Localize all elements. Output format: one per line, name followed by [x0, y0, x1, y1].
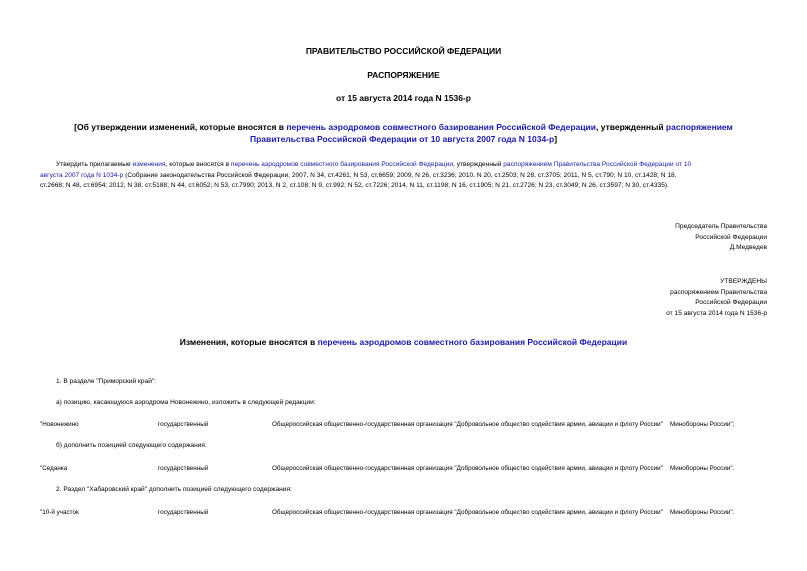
row-organization: Общероссийская общественно-государственная организация "Добровольное общество содействия армии, авиации и флоту России" [272, 421, 663, 428]
row-status: государственный [158, 465, 209, 472]
changes-title-text: Изменения, которые вносятся в [179, 337, 318, 347]
item-1a: а) позицию, касающуюся аэродрома Новонежино, изложить в следующей редакции: [56, 399, 316, 406]
body-text: , которые вносятся в [165, 161, 231, 168]
row-aerodrome-name: "10-й участок [40, 509, 79, 516]
approval-heading: УТВЕРЖДЕНЫ [720, 278, 767, 285]
title-text-mid: , утвержденный [596, 122, 666, 132]
link-aerodrome-list[interactable]: перечень аэродромов совместного базирования Российской Федерации [230, 161, 454, 168]
item-1b: б) дополнить позицией следующего содержания: [56, 442, 207, 449]
title-text-open: [Об утверждении изменений, которые вносятся в [74, 122, 287, 132]
body-text: (Собрание законодательства Российской Федерации, 2007, N 34, ст.4261; N 53, ст.6659; 2009, N 26, ст.3236; 2010, N 20, ст.2503; N 28, ст.3705; 2011, N 5, ст.790; N 10, ст.1428; N 18, [123, 171, 677, 179]
link-changes[interactable]: изменения [132, 161, 166, 168]
title-text-close: ] [554, 134, 558, 144]
signature-country: Российской Федерации [695, 233, 767, 241]
approval-country: Российской Федерации [695, 299, 767, 306]
row-ministry: Минобороны России". [670, 509, 735, 516]
row-aerodrome-name: "Новонежино [40, 421, 79, 428]
body-text: ст.2668; N 48, ст.6954; 2012, N 38, ст.5188; N 44, ст.6052; N 53, ст.7990; 2013, N 2, ст.108; N 9, ст.992; N 52, ст.7226; 2014, N 11, ст.1198; N 16, ст.1905; N 21, ст.2726; N 23, ст.3049; N 26, ст.3597; N 30, ст.4335). [40, 182, 669, 189]
title-link-government-order[interactable]: Правительства Российской Федерации от 10 августа 2007 года N 1034-р [249, 134, 555, 144]
row-ministry: Минобороны России"; [670, 421, 735, 428]
row-status: государственный [158, 509, 209, 516]
approval-block [517, 277, 767, 319]
changes-title-link[interactable]: перечень аэродромов совместного базирования Российской Федерации [317, 337, 628, 347]
row-organization: Общероссийская общественно-государственная организация "Добровольное общество содействия армии, авиации и флоту России" [272, 465, 663, 472]
body-text: Утвердить прилагаемые [56, 161, 133, 168]
document-date-number: от 15 августа 2014 года N 1536-р [335, 93, 471, 103]
item-1: 1. В разделе "Приморский край": [56, 378, 157, 385]
row-status: государственный [158, 421, 209, 428]
document-type: РАСПОРЯЖЕНИЕ [367, 70, 440, 80]
title-link-aerodrome-list[interactable]: перечень аэродромов совместного базирования Российской Федерации [286, 122, 597, 132]
link-order-2007-cont[interactable]: августа 2007 года N 1034-р [40, 171, 124, 179]
government-heading: ПРАВИТЕЛЬСТВО РОССИЙСКОЙ ФЕДЕРАЦИИ [305, 46, 502, 56]
body-text: , утвержденный [453, 161, 504, 168]
approval-order: распоряжением Правительства [670, 288, 767, 296]
signature-position: Председатель Правительства [675, 223, 767, 230]
approval-date: от 15 августа 2014 года N 1536-р [666, 309, 767, 317]
document-title [40, 121, 767, 145]
title-link-order[interactable]: распоряжением [665, 122, 733, 132]
changes-title [0, 337, 807, 347]
row-aerodrome-name: "Седанка [40, 465, 68, 472]
item-2: 2. Раздел "Хабаровский край" дополнить позицией следующего содержания: [56, 486, 292, 493]
row-organization: Общероссийская общественно-государственная организация "Добровольное общество содействия армии, авиации и флоту России" [272, 509, 663, 516]
signature-block [517, 222, 767, 254]
link-order-2007[interactable]: распоряжением Правительства Российской Федерации от 10 [503, 161, 692, 168]
body-paragraph [40, 160, 770, 192]
row-ministry: Минобороны России". [670, 465, 735, 472]
signature-name: Д.Медведев [729, 244, 767, 251]
